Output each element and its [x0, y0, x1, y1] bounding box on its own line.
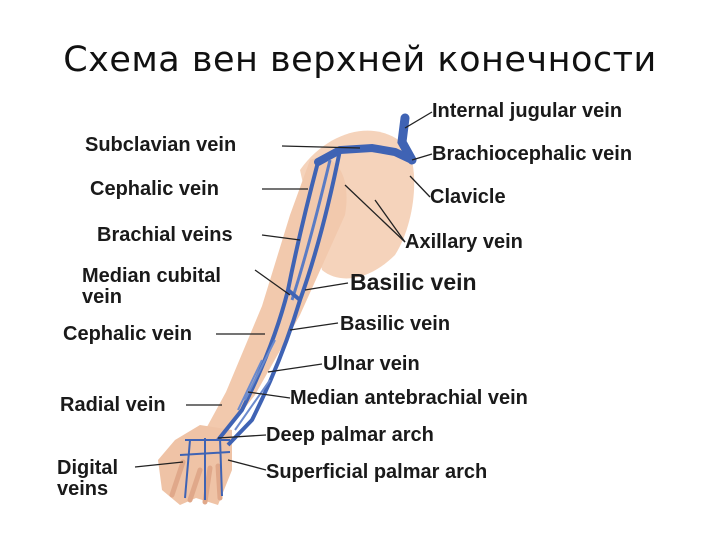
label-clavicle: Clavicle [430, 186, 506, 208]
label-subclavian-vein: Subclavian vein [85, 134, 237, 156]
label-brachiocephalic-vein: Brachiocephalic vein [432, 143, 633, 165]
diagram-title: Схема вен верхней конечности [63, 40, 657, 80]
label-median-cubital-vein [82, 266, 221, 308]
label-digital-veins [57, 458, 118, 500]
label-median-antebrachial-vein: Median antebrachial vein [290, 387, 528, 409]
label-digital-line2: veins [57, 478, 109, 500]
label-deep-palmar-arch: Deep palmar arch [266, 424, 434, 446]
label-median-cubital-line1: Median cubital [82, 265, 221, 287]
label-cephalic-vein-lower: Cephalic vein [63, 323, 192, 345]
label-superficial-palmar-arch: Superficial palmar arch [266, 461, 488, 483]
label-axillary-vein: Axillary vein [405, 231, 523, 253]
label-radial-vein: Radial vein [60, 394, 166, 416]
label-median-cubital-line2: vein [82, 286, 123, 308]
label-cephalic-vein-upper: Cephalic vein [90, 178, 219, 200]
label-digital-line1: Digital [57, 457, 119, 479]
label-basilic-vein-upper: Basilic vein [350, 269, 477, 295]
label-brachial-veins: Brachial veins [97, 224, 233, 246]
label-ulnar-vein: Ulnar vein [323, 353, 420, 375]
label-basilic-vein-lower: Basilic vein [340, 313, 451, 335]
label-internal-jugular-vein: Internal jugular vein [432, 100, 623, 122]
